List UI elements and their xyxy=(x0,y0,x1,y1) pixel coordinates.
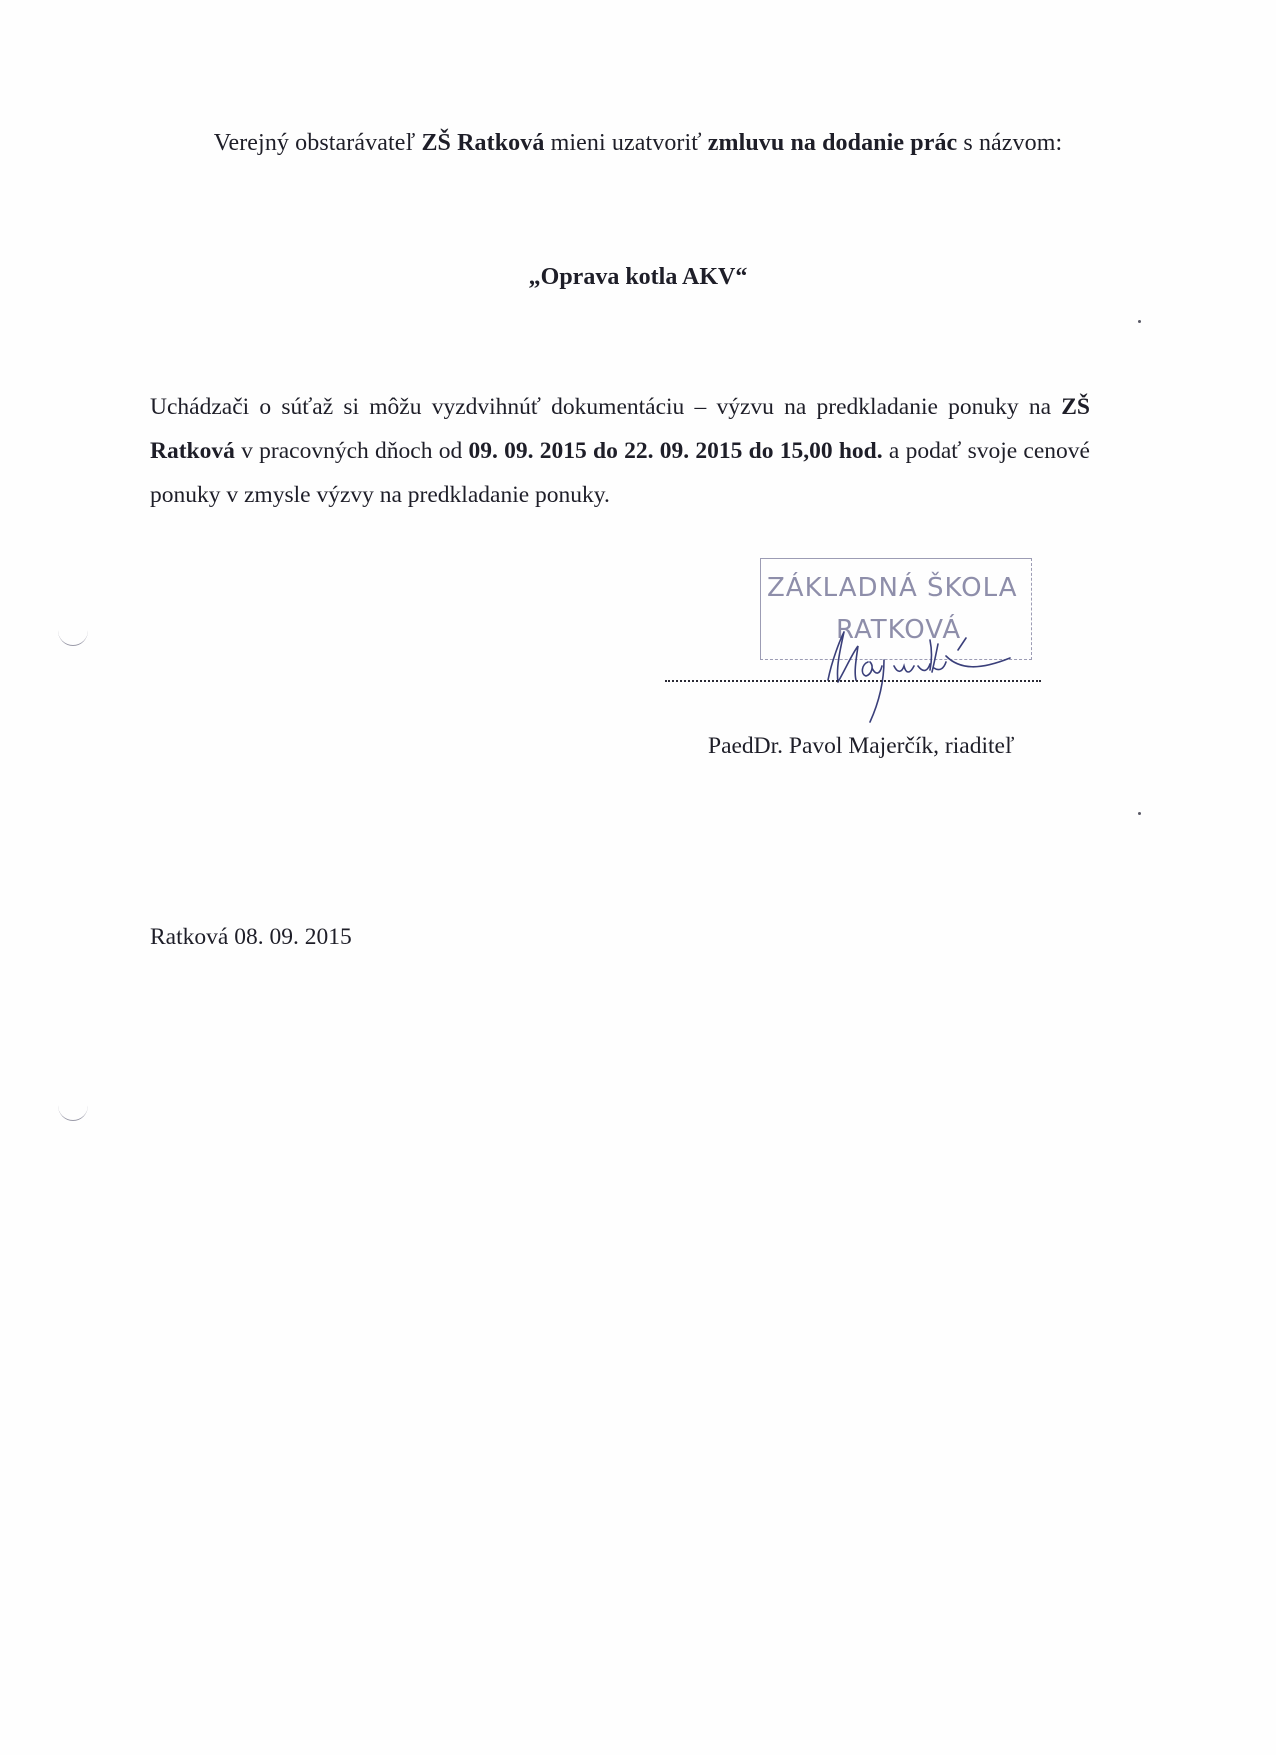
scan-speck xyxy=(1138,320,1141,323)
body-part3: a podať svoje cenové ponuky v zmysle výzvy na predkladanie ponuky. xyxy=(150,438,1090,508)
intro-bold-tail: zmluvu na dodanie prác xyxy=(707,130,958,156)
intro-sentence xyxy=(0,128,1276,158)
intro-prefix: Verejný obstarávateľ xyxy=(213,130,422,156)
handwritten-signature xyxy=(810,610,1030,730)
body-part2: v pracovných dňoch od xyxy=(234,438,469,464)
body-dates: 09. 09. 2015 do 22. 09. 2015 do 15,00 hod. xyxy=(468,438,883,464)
stamp-line-2: RATKOVÁ xyxy=(836,615,962,645)
body-part1: Uchádzači o súťaž si môžu vyzdvihnúť dokumentáciu – výzvu na predkladanie ponuky na xyxy=(150,394,1062,420)
intro-school-name: ZŠ Ratková xyxy=(421,130,545,156)
stamp-line-1: ZÁKLADNÁ ŠKOLA xyxy=(767,573,1018,603)
intro-suffix: s názvom: xyxy=(957,130,1063,156)
scan-speck xyxy=(1138,812,1141,815)
signer-name: PaedDr. Pavol Majerčík, riaditeľ xyxy=(708,733,1015,759)
body-paragraph xyxy=(150,385,1090,517)
body-school-name: ZŠ Ratková xyxy=(150,394,1090,464)
punch-hole-mark xyxy=(58,1090,88,1121)
document-title: „Oprava kotla AKV“ xyxy=(528,264,748,290)
place-and-date: Ratková 08. 09. 2015 xyxy=(150,924,352,950)
signature-line xyxy=(665,680,1041,682)
intro-middle: mieni uzatvoriť xyxy=(544,130,708,156)
punch-hole-mark xyxy=(58,615,88,646)
